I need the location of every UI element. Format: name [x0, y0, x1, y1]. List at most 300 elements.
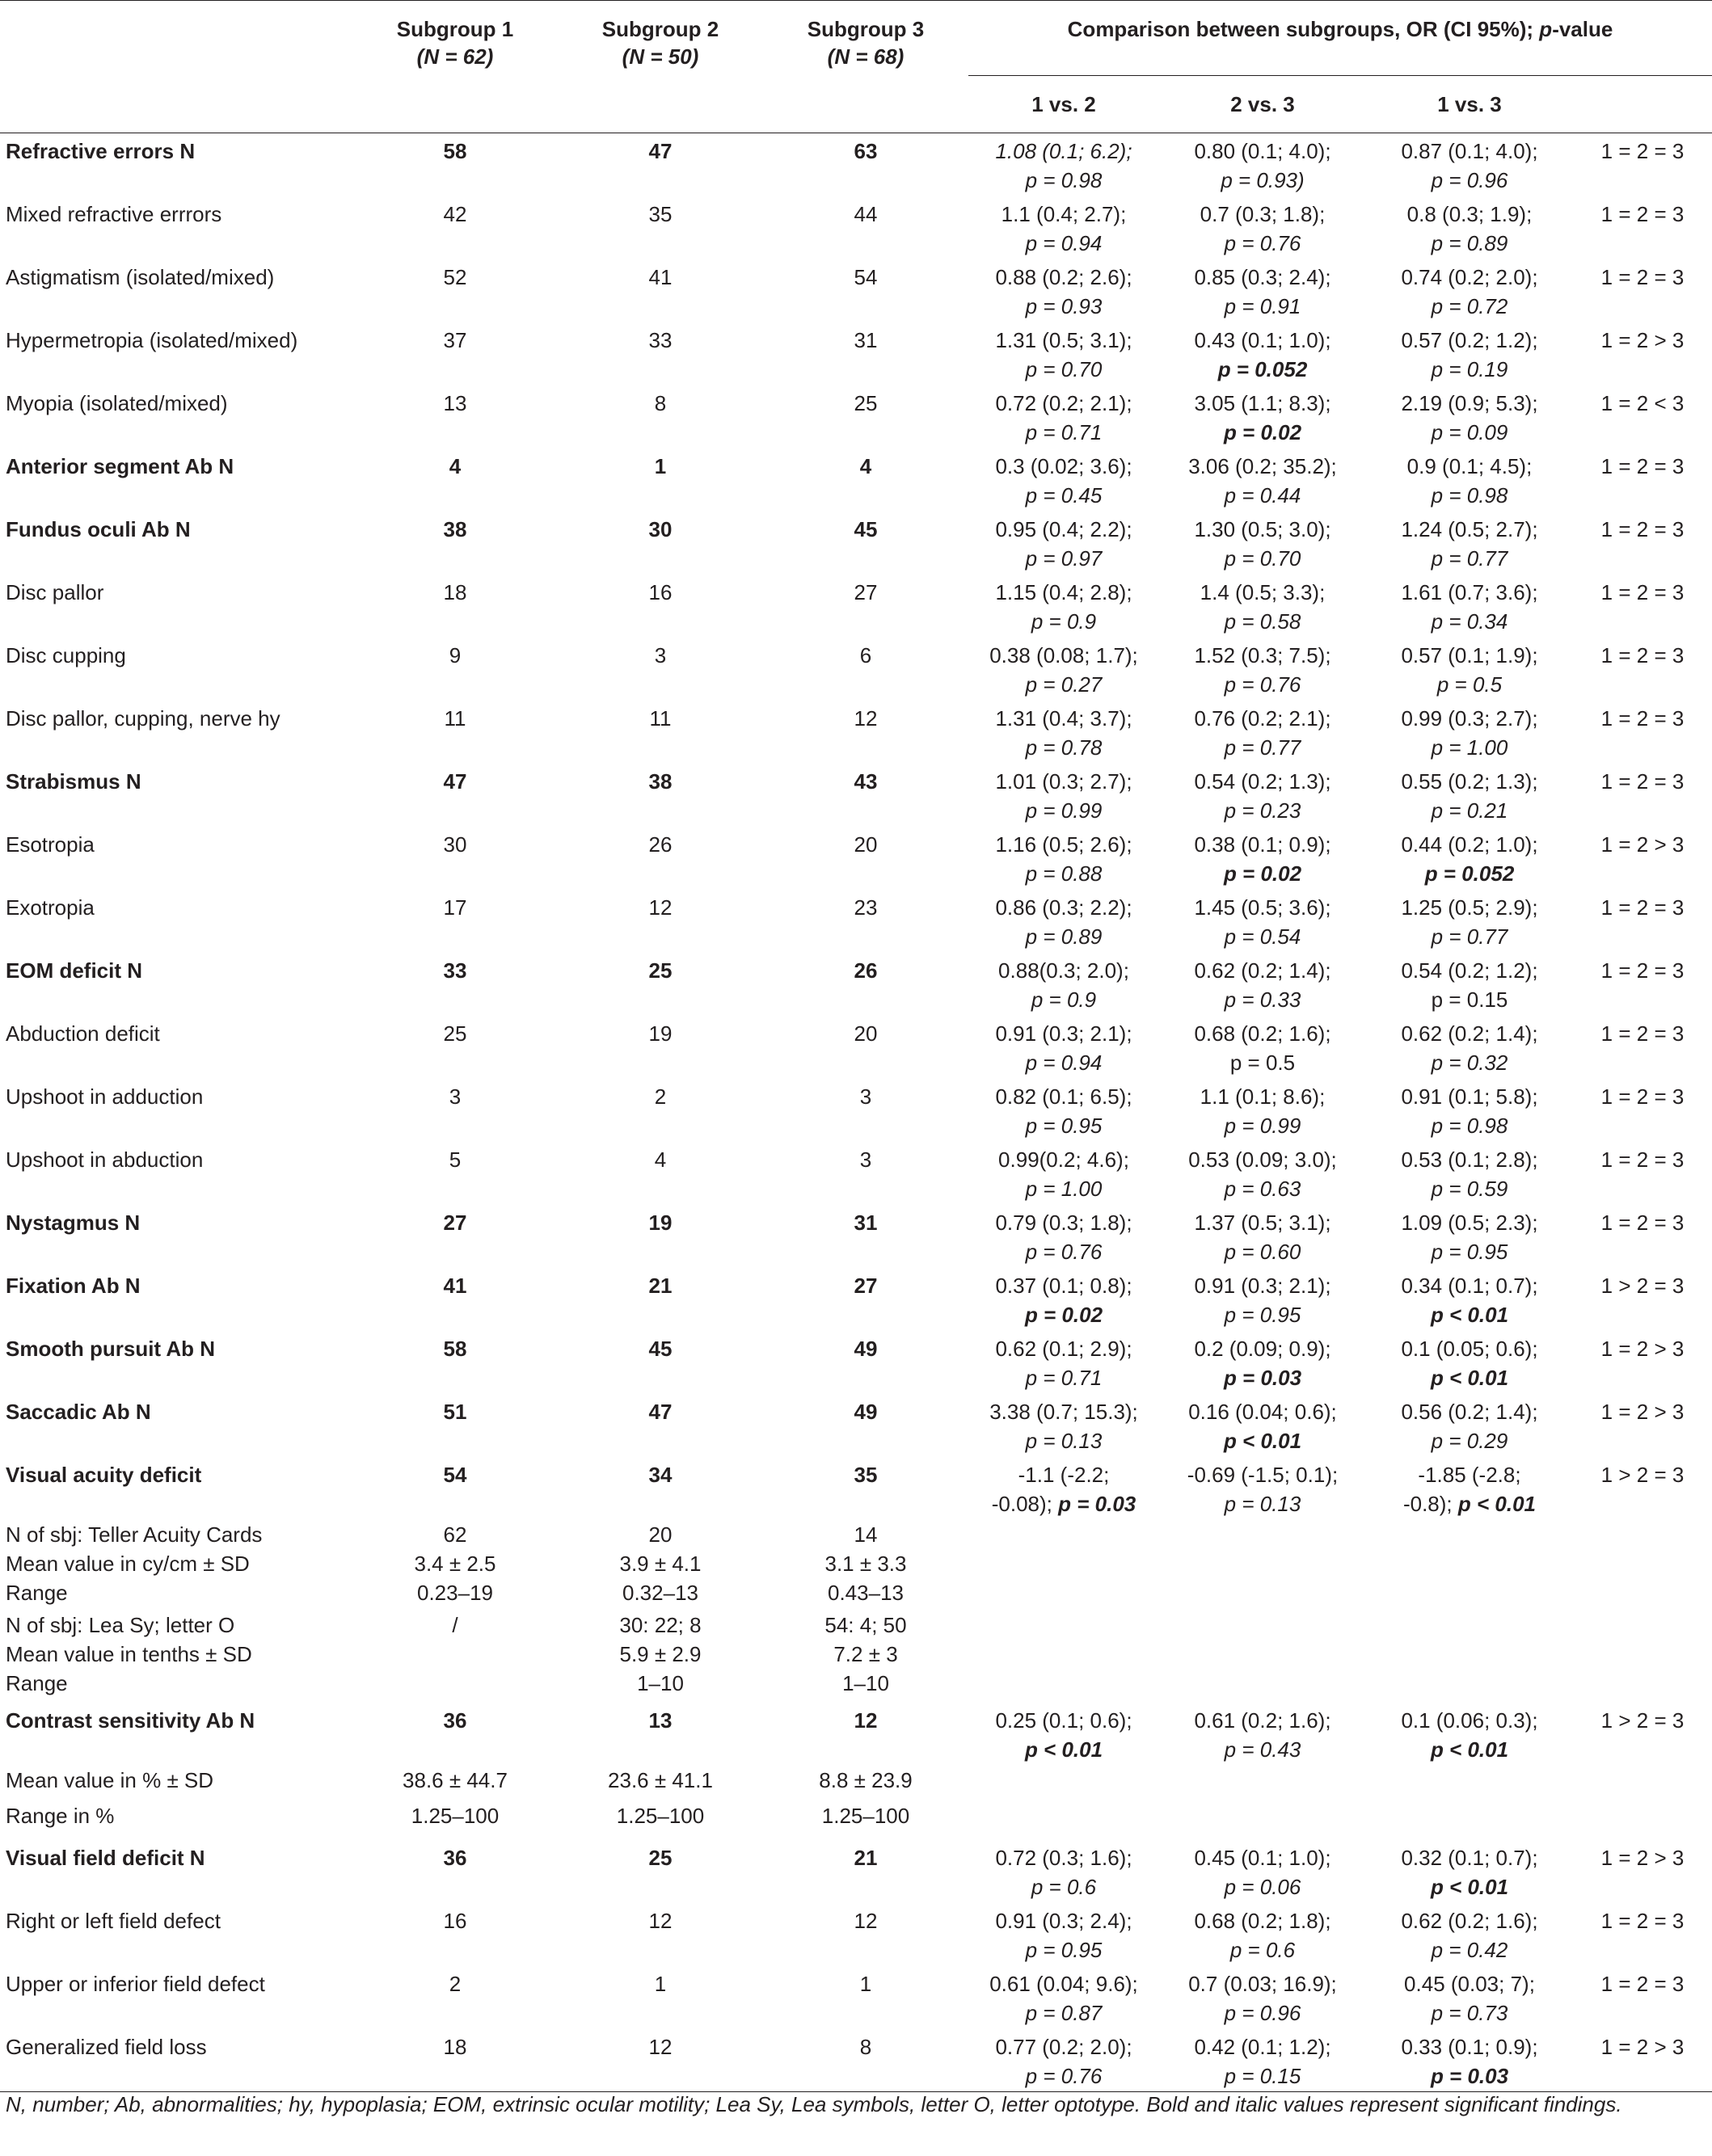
subgroup-value: 33 [648, 327, 673, 352]
p-value: p = 0.63 [1224, 1176, 1301, 1201]
subgroup-value: 20 [854, 832, 878, 857]
table-header [0, 1, 1712, 133]
comparison-c13-cell [1366, 575, 1573, 638]
comparison-c12-cell [968, 764, 1159, 827]
table-row [0, 1457, 1712, 1520]
comparison-c12-cell [968, 133, 1159, 196]
subgroup-value: 19 [648, 1021, 673, 1046]
row-label: Smooth pursuit Ab N [6, 1336, 216, 1361]
comparison-c13-cell [1366, 1903, 1573, 1966]
relation-cell: 1 = 2 = 3 [1600, 1084, 1685, 1109]
detail-label: N of sbj: Teller Acuity Cards [6, 1522, 263, 1547]
odds-ratio-cont: -0.8); [1402, 1491, 1453, 1516]
comparison-c12-cell [968, 1840, 1159, 1903]
table-row [0, 575, 1712, 638]
detail-value: 1–10 [842, 1670, 889, 1695]
row-label: Saccadic Ab N [6, 1399, 151, 1424]
table-row [0, 448, 1712, 512]
detail-value: 7.2 ± 3 [833, 1641, 898, 1666]
table-row [0, 385, 1712, 448]
relation-cell: 1 = 2 > 3 [1600, 327, 1685, 352]
contrast-detail-row [0, 1801, 1712, 1840]
relation-cell: 1 = 2 > 3 [1600, 1845, 1685, 1870]
subgroup-value: 3 [859, 1147, 872, 1172]
p-value: p = 0.33 [1224, 987, 1301, 1012]
comparison-c12-cell [968, 1016, 1159, 1079]
header-1-vs-3: 1 vs. 3 [1366, 76, 1573, 133]
odds-ratio: 0.2 (0.09; 0.9); [1194, 1336, 1331, 1361]
p-value: p = 0.93) [1221, 168, 1305, 192]
odds-ratio: 0.72 (0.2; 2.1); [995, 390, 1132, 415]
odds-ratio: 3.06 (0.2; 35.2); [1188, 453, 1337, 478]
comparison-c13-cell [1366, 1268, 1573, 1331]
subgroup-value: 11 [444, 705, 466, 731]
odds-ratio: 0.62 (0.1; 2.9); [995, 1336, 1132, 1361]
subgroup-value: 9 [449, 642, 462, 667]
subgroup-value: 12 [854, 705, 878, 731]
subgroup-value: 12 [648, 1908, 673, 1933]
relation-cell: 1 = 2 = 3 [1600, 139, 1685, 163]
header-comparison: Comparison between subgroups, OR (CI 95%); p-value [968, 1, 1712, 76]
comparison-c13-cell [1366, 1966, 1573, 2029]
comparison-c12-cell [968, 2029, 1159, 2092]
relation-cell: 1 = 2 = 3 [1600, 1908, 1685, 1933]
p-value: p = 0.77 [1431, 924, 1508, 949]
subgroup-value: 21 [648, 1273, 673, 1298]
subgroup-value: 1.25–100 [616, 1803, 705, 1828]
subgroup-value: 1 [654, 1971, 667, 1996]
comparison-c12-cell [968, 1457, 1159, 1520]
odds-ratio: 0.42 (0.1; 1.2); [1194, 2034, 1331, 2059]
subgroup-value: 1 [859, 1971, 872, 1996]
p-value: p = 0.54 [1224, 924, 1301, 949]
comparison-c13-cell [1366, 196, 1573, 259]
detail-value: 3.4 ± 2.5 [414, 1551, 496, 1576]
p-value: p = 0.21 [1431, 798, 1508, 823]
comparison-c12-cell [968, 1394, 1159, 1457]
row-label: Upper or inferior field defect [6, 1971, 265, 1996]
p-value: p = 0.9 [1031, 608, 1097, 634]
detail-value: 0.43–13 [828, 1580, 904, 1605]
p-value: p = 0.23 [1224, 798, 1301, 823]
odds-ratio: 0.57 (0.1; 1.9); [1401, 642, 1538, 667]
acuity-detail-values [763, 1520, 968, 1611]
odds-ratio: 0.38 (0.08; 1.7); [989, 642, 1138, 667]
odds-ratio: -1.1 (-2.2; [1018, 1462, 1110, 1487]
row-label: Esotropia [6, 832, 95, 857]
row-label: Fundus oculi Ab N [6, 516, 191, 541]
subgroup-value: 26 [854, 958, 878, 983]
subgroup-value: 6 [859, 642, 872, 667]
subgroup-value: 18 [443, 579, 467, 604]
table-row [0, 133, 1712, 196]
p-value: p = 0.02 [1223, 419, 1302, 444]
subgroup-value: 4 [654, 1147, 667, 1172]
comparison-c12-cell [968, 890, 1159, 953]
subgroup-value: 34 [648, 1462, 673, 1487]
p-value: p = 0.052 [1217, 356, 1308, 381]
relation-cell: 1 = 2 = 3 [1600, 895, 1685, 920]
detail-value: 3.9 ± 4.1 [619, 1551, 702, 1576]
p-value: p = 0.13 [1224, 1491, 1301, 1516]
subgroup-value: 11 [649, 705, 672, 731]
row-label: Disc cupping [6, 642, 126, 667]
comparison-c23-cell [1159, 827, 1366, 890]
header-2-vs-3: 2 vs. 3 [1159, 76, 1366, 133]
odds-ratio: 0.57 (0.2; 1.2); [1401, 327, 1538, 352]
subgroup-value: 16 [648, 579, 673, 604]
odds-ratio: 1.01 (0.3; 2.7); [995, 768, 1132, 794]
p-value: p = 0.98 [1431, 1113, 1508, 1138]
comparison-c23-cell [1159, 1394, 1366, 1457]
p-value: p = 0.02 [1223, 861, 1302, 886]
subgroup-value: 4 [449, 453, 462, 478]
row-label: Mean value in % ± SD [6, 1767, 214, 1792]
odds-ratio: 3.38 (0.7; 15.3); [989, 1399, 1138, 1424]
table-row [0, 1966, 1712, 2029]
odds-ratio: 0.62 (0.2; 1.6); [1401, 1908, 1538, 1933]
subgroup-value: 31 [854, 327, 878, 352]
table-row [0, 512, 1712, 575]
odds-ratio: 0.88 (0.2; 2.6); [995, 264, 1132, 289]
subgroup-value: 54 [443, 1462, 467, 1487]
detail-value: 20 [648, 1522, 673, 1547]
odds-ratio: 0.80 (0.1; 4.0); [1194, 139, 1331, 163]
comparison-c12-cell [968, 1268, 1159, 1331]
odds-ratio: 0.62 (0.2; 1.4); [1401, 1021, 1538, 1046]
p-value: p = 0.95 [1025, 1937, 1103, 1962]
relation-cell: 1 = 2 = 3 [1600, 768, 1685, 794]
comparison-c13-cell [1366, 890, 1573, 953]
subgroup-value: 16 [443, 1908, 467, 1933]
comparison-c13-cell [1366, 1394, 1573, 1457]
relation-cell: 1 > 2 = 3 [1600, 1273, 1685, 1298]
odds-ratio: 0.34 (0.1; 0.7); [1401, 1273, 1538, 1298]
odds-ratio-cont: -0.08); [991, 1491, 1052, 1516]
odds-ratio: 0.1 (0.05; 0.6); [1401, 1336, 1538, 1361]
odds-ratio: 0.86 (0.3; 2.2); [995, 895, 1132, 920]
subgroup-value: 37 [443, 327, 467, 352]
detail-label: Mean value in tenths ± SD [6, 1641, 252, 1666]
comparison-c12-cell [968, 701, 1159, 764]
p-value: p = 0.5 [1229, 1050, 1296, 1075]
subgroup-value: 38.6 ± 44.7 [403, 1767, 508, 1792]
relation-cell: 1 = 2 = 3 [1600, 579, 1685, 604]
relation-cell: 1 = 2 = 3 [1600, 958, 1685, 983]
p-value: p = 0.052 [1424, 861, 1515, 886]
relation-cell: 1 = 2 > 3 [1600, 832, 1685, 857]
acuity-detail-values [558, 1520, 763, 1611]
detail-value: 30: 22; 8 [619, 1612, 702, 1637]
p-value: p = 0.03 [1058, 1491, 1136, 1516]
subgroup-value: 49 [854, 1399, 878, 1424]
detail-value: / [452, 1612, 458, 1637]
row-label: Myopia (isolated/mixed) [6, 390, 228, 415]
table-row [0, 1840, 1712, 1903]
subgroup-value: 44 [854, 201, 878, 226]
relation-cell: 1 = 2 > 3 [1600, 1399, 1685, 1424]
detail-value: 0.32–13 [622, 1580, 698, 1605]
subgroup-value: 38 [648, 768, 673, 794]
p-value: p = 0.59 [1431, 1176, 1508, 1201]
p-value: p = 0.76 [1025, 2063, 1103, 2088]
table-row [0, 196, 1712, 259]
comparison-c23-cell [1159, 575, 1366, 638]
p-value: p = 0.70 [1025, 356, 1103, 381]
detail-value: 0.23–19 [417, 1580, 493, 1605]
odds-ratio: 0.85 (0.3; 2.4); [1194, 264, 1331, 289]
subgroup-value: 31 [854, 1210, 878, 1235]
odds-ratio: 1.37 (0.5; 3.1); [1194, 1210, 1331, 1235]
subgroup-value: 36 [443, 1708, 467, 1733]
comparison-c12-cell [968, 1079, 1159, 1142]
detail-value: 62 [443, 1522, 467, 1547]
comparison-c13-cell [1366, 701, 1573, 764]
p-value: p = 0.15 [1224, 2063, 1301, 2088]
p-value: p = 0.77 [1431, 545, 1508, 571]
p-value: p < 0.01 [1223, 1428, 1302, 1453]
table-row [0, 1016, 1712, 1079]
comparison-c12-cell [968, 196, 1159, 259]
p-value: p = 0.02 [1024, 1302, 1103, 1327]
row-label: Disc pallor [6, 579, 104, 604]
odds-ratio: 0.44 (0.2; 1.0); [1401, 832, 1538, 857]
odds-ratio: 0.91 (0.3; 2.1); [995, 1021, 1132, 1046]
subgroup-value: 8.8 ± 23.9 [819, 1767, 913, 1792]
row-label: Upshoot in abduction [6, 1147, 204, 1172]
relation-cell: 1 = 2 = 3 [1600, 1210, 1685, 1235]
relation-cell: 1 = 2 = 3 [1600, 1147, 1685, 1172]
odds-ratio: 0.38 (0.1; 0.9); [1194, 832, 1331, 857]
odds-ratio: 1.31 (0.5; 3.1); [995, 327, 1132, 352]
p-value: p = 0.44 [1224, 482, 1301, 507]
odds-ratio: 0.68 (0.2; 1.6); [1194, 1021, 1331, 1046]
detail-value: 5.9 ± 2.9 [619, 1641, 702, 1666]
comparison-c13-cell [1366, 953, 1573, 1016]
odds-ratio: 0.16 (0.04; 0.6); [1188, 1399, 1337, 1424]
odds-ratio: 0.3 (0.02; 3.6); [995, 453, 1132, 478]
odds-ratio: 1.24 (0.5; 2.7); [1401, 516, 1538, 541]
comparison-c23-cell [1159, 512, 1366, 575]
subgroup-value: 30 [443, 832, 467, 857]
p-value: p = 0.13 [1025, 1428, 1103, 1453]
comparison-c13-cell [1366, 1840, 1573, 1903]
table-row [0, 1079, 1712, 1142]
odds-ratio: 1.52 (0.3; 7.5); [1194, 642, 1331, 667]
comparison-c23-cell [1159, 1966, 1366, 2029]
header-subgroup-1: Subgroup 1 (N = 62) [352, 1, 558, 76]
subgroup-value: 43 [854, 768, 878, 794]
p-value: p = 0.76 [1025, 1239, 1103, 1264]
p-value: p = 0.76 [1224, 672, 1301, 697]
p-value: p < 0.01 [1430, 1365, 1509, 1390]
detail-value: 3.1 ± 3.3 [824, 1551, 907, 1576]
odds-ratio: 0.8 (0.3; 1.9); [1406, 201, 1533, 226]
detail-value: 1–10 [637, 1670, 684, 1695]
table-row [0, 638, 1712, 701]
subgroup-value: 52 [443, 264, 467, 289]
relation-cell: 1 > 2 = 3 [1600, 1462, 1685, 1487]
subgroup-value: 20 [854, 1021, 878, 1046]
odds-ratio: 0.7 (0.03; 16.9); [1188, 1971, 1337, 1996]
row-label: Mixed refractive errrors [6, 201, 222, 226]
p-value: p = 0.87 [1025, 2000, 1103, 2025]
row-label: Contrast sensitivity Ab N [6, 1708, 255, 1733]
odds-ratio: 0.61 (0.2; 1.6); [1194, 1708, 1331, 1733]
relation-cell: 1 = 2 = 3 [1600, 705, 1685, 731]
table-row [0, 1205, 1712, 1268]
subgroup-value: 63 [854, 139, 878, 163]
comparison-c13-cell [1366, 2029, 1573, 2092]
comparison-c13-cell [1366, 1703, 1573, 1766]
table-row [0, 1703, 1712, 1766]
comparison-c13-cell [1366, 385, 1573, 448]
subgroup-value: 1.25–100 [411, 1803, 500, 1828]
comparison-c13-cell [1366, 322, 1573, 385]
odds-ratio: 0.37 (0.1; 0.8); [995, 1273, 1132, 1298]
p-value: p < 0.01 [1430, 1302, 1509, 1327]
p-value: p = 0.77 [1224, 735, 1301, 760]
odds-ratio: -1.85 (-2.8; [1418, 1462, 1521, 1487]
acuity-detail-row [0, 1611, 1712, 1703]
p-value: p = 1.00 [1025, 1176, 1103, 1201]
table-row [0, 953, 1712, 1016]
odds-ratio: 1.45 (0.5; 3.6); [1194, 895, 1331, 920]
comparison-c23-cell [1159, 448, 1366, 512]
comparison-c23-cell [1159, 322, 1366, 385]
p-value: p = 0.15 [1431, 987, 1508, 1012]
p-value: p = 0.88 [1025, 861, 1103, 886]
odds-ratio: 1.1 (0.4; 2.7); [1001, 201, 1127, 226]
subgroup-value: 36 [443, 1845, 467, 1870]
p-value: p < 0.01 [1430, 1737, 1509, 1762]
p-value: p = 0.58 [1224, 608, 1301, 634]
p-value: p = 0.71 [1025, 419, 1103, 444]
odds-ratio: 1.08 (0.1; 6.2); [995, 139, 1132, 163]
acuity-detail-row [0, 1520, 1712, 1611]
comparison-c23-cell [1159, 2029, 1366, 2092]
comparison-c12-cell [968, 448, 1159, 512]
p-value: p = 0.29 [1431, 1428, 1508, 1453]
comparison-c23-cell [1159, 1331, 1366, 1394]
comparison-c23-cell [1159, 1016, 1366, 1079]
row-label: Astigmatism (isolated/mixed) [6, 264, 275, 289]
detail-label: N of sbj: Lea Sy; letter O [6, 1612, 235, 1637]
detail-value: 54: 4; 50 [824, 1612, 907, 1637]
subgroup-value: 2 [654, 1084, 667, 1109]
relation-cell: 1 = 2 = 3 [1600, 264, 1685, 289]
odds-ratio: 1.15 (0.4; 2.8); [995, 579, 1132, 604]
comparison-c13-cell [1366, 1142, 1573, 1205]
odds-ratio: 0.54 (0.2; 1.2); [1401, 958, 1538, 983]
row-label: Range in % [6, 1803, 115, 1828]
relation-cell: 1 = 2 = 3 [1600, 516, 1685, 541]
acuity-detail-labels [0, 1520, 352, 1611]
row-label: Disc pallor, cupping, nerve hy [6, 705, 280, 731]
subgroup-value: 45 [854, 516, 878, 541]
subgroup-value: 45 [648, 1336, 673, 1361]
comparison-c13-cell [1366, 1205, 1573, 1268]
p-value: p = 0.5 [1436, 672, 1503, 697]
comparison-c23-cell [1159, 890, 1366, 953]
p-value: p = 0.27 [1025, 672, 1103, 697]
row-label: Strabismus N [6, 768, 141, 794]
table-row [0, 259, 1712, 322]
p-value: p = 0.91 [1224, 293, 1301, 318]
odds-ratio: 0.33 (0.1; 0.9); [1401, 2034, 1538, 2059]
p-value: p = 0.76 [1224, 230, 1301, 255]
subgroup-value: 8 [654, 390, 667, 415]
comparison-c13-cell [1366, 1016, 1573, 1079]
subgroup-value: 54 [854, 264, 878, 289]
odds-ratio: 0.1 (0.06; 0.3); [1401, 1708, 1538, 1733]
subgroup-value: 18 [352, 2029, 558, 2092]
p-value: p = 0.97 [1025, 545, 1103, 571]
odds-ratio: 1.4 (0.5; 3.3); [1200, 579, 1326, 604]
relation-cell: 1 = 2 = 3 [1600, 1021, 1685, 1046]
table-row [0, 1394, 1712, 1457]
header-empty [0, 1, 352, 76]
odds-ratio: 0.7 (0.3; 1.8); [1200, 201, 1326, 226]
p-value: p = 0.72 [1431, 293, 1508, 318]
comparison-c12-cell [968, 259, 1159, 322]
contrast-detail-row [0, 1766, 1712, 1801]
subgroup-value: 42 [443, 201, 467, 226]
p-value: p = 0.89 [1025, 924, 1103, 949]
odds-ratio: 0.72 (0.3; 1.6); [995, 1845, 1132, 1870]
subgroup-value: 2 [449, 1971, 462, 1996]
comparison-c23-cell [1159, 953, 1366, 1016]
subgroup-value: 23 [854, 895, 878, 920]
comparison-c23-cell [1159, 1142, 1366, 1205]
acuity-detail-values [763, 1611, 968, 1703]
odds-ratio: 0.88(0.3; 2.0); [998, 958, 1129, 983]
p-value: p = 0.98 [1431, 482, 1508, 507]
p-value: p < 0.01 [1024, 1737, 1103, 1762]
table-footnote: N, number; Ab, abnormalities; hy, hypoplasia; EOM, extrinsic ocular motility; Lea Sy, Lea symbols, letter O, letter optotype. Bold and italic values represent significant findings. [6, 2092, 1622, 2116]
p-value: p = 0.78 [1025, 735, 1103, 760]
subgroup-value: 47 [648, 139, 673, 163]
comparison-c13-cell [1366, 638, 1573, 701]
row-label: Exotropia [6, 895, 95, 920]
p-value: p = 0.34 [1431, 608, 1508, 634]
header-subgroup-2: Subgroup 2 (N = 50) [558, 1, 763, 76]
header-1-vs-2: 1 vs. 2 [968, 76, 1159, 133]
p-value: p = 0.96 [1431, 168, 1508, 192]
comparison-c13-cell [1366, 133, 1573, 196]
row-label: Visual field deficit N [6, 1845, 205, 1870]
p-value: p = 0.03 [1430, 2063, 1509, 2088]
subgroup-value: 13 [443, 390, 467, 415]
p-value: p = 1.00 [1431, 735, 1508, 760]
detail-label: Range [6, 1580, 68, 1605]
odds-ratio: 0.54 (0.2; 1.3); [1194, 768, 1331, 794]
subgroup-value: 58 [443, 1336, 467, 1361]
p-value: p = 0.45 [1025, 482, 1103, 507]
odds-ratio: 0.53 (0.09; 3.0); [1188, 1147, 1337, 1172]
subgroup-value: 12 [648, 895, 673, 920]
relation-cell: 1 > 2 = 3 [1600, 1708, 1685, 1733]
comparison-c12-cell [968, 322, 1159, 385]
odds-ratio: 1.16 (0.5; 2.6); [995, 832, 1132, 857]
odds-ratio: 0.91 (0.3; 2.1); [1194, 1273, 1331, 1298]
table-body [0, 133, 1712, 2092]
subgroup-value: 12 [558, 2029, 763, 2092]
comparison-c12-cell [968, 1903, 1159, 1966]
table-row [0, 827, 1712, 890]
subgroup-value: 49 [854, 1336, 878, 1361]
subgroup-value: 5 [449, 1147, 462, 1172]
